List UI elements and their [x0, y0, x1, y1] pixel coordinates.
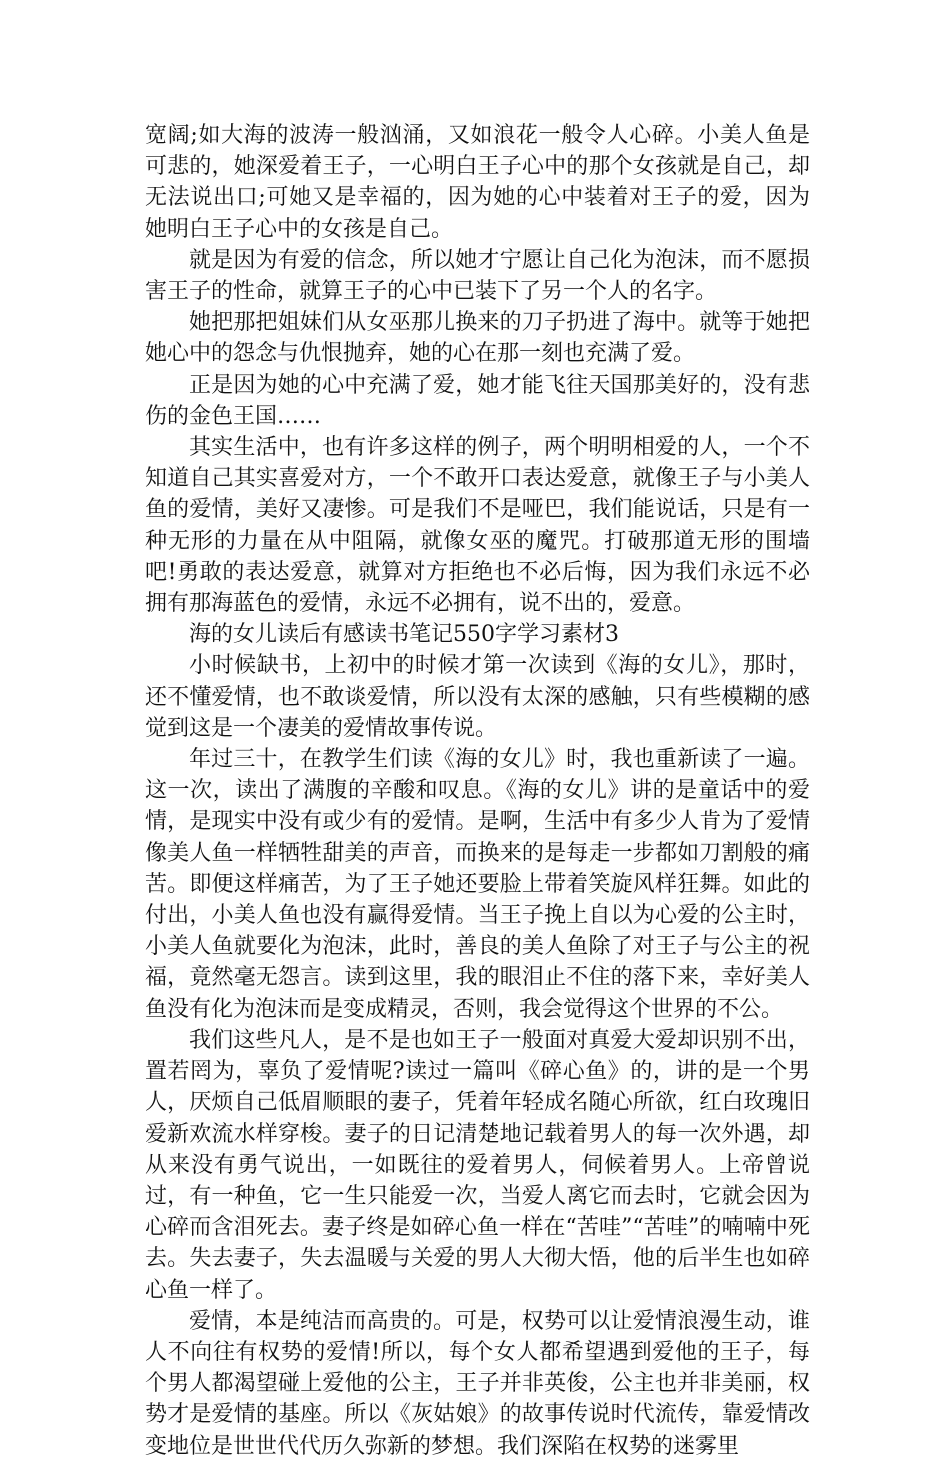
paragraph: 我们这些凡人，是不是也如王子一般面对真爱大爱却识别不出，置若罔为，辜负了爱情呢?读过一篇叫《碎心鱼》的，讲的是一个男人，厌烦自己低眉顺眼的妻子，凭着年轻成名随心所欲，红白玫瑰旧爱新欢流水样穿梭。妻子的日记清楚地记载着男人的每一次外遇，却从来没有勇气说出，一如既往的爱着男人，伺候着男人。上帝曾说过，有一种鱼，它一生只能爱一次，当爱人离它而去时，它就会因为心碎而含泪死去。妻子终是如碎心鱼一样在“苦哇”“苦哇”的喃喃中死去。失去妻子，失去温暖与关爱的男人大彻大悟，他的后半生也如碎心鱼一样了。	[145, 1027, 810, 1303]
paragraph: 她把那把姐妹们从女巫那儿换来的刀子扔进了海中。就等于她把她心中的怨念与仇恨抛弃，她的心在那一刻也充满了爱。	[145, 310, 810, 367]
paragraph: 爱情，本是纯洁而高贵的。可是，权势可以让爱情浪漫生动，谁人不向往有权势的爱情!所以，每个女人都希望遇到爱他的王子，每个男人都渴望碰上爱他的公主，王子并非英俊，公主也并非美丽，权势才是爱情的基座。所以《灰姑娘》的故事传说时代流传，靠爱情改变地位是世世代代历久弥新的梦想。我们深陷在权势的迷雾里	[145, 1308, 810, 1459]
paragraph: 其实生活中，也有许多这样的例子，两个明明相爱的人，一个不知道自己其实喜爱对方，一个不敢开口表达爱意，就像王子与小美人鱼的爱情，美好又凄惨。可是我们不是哑巴，我们能说话，只是有一种无形的力量在从中阻隔，就像女巫的魔咒。打破那道无形的围墙吧!勇敢的表达爱意，就算对方拒绝也不必后悔，因为我们永远不必拥有那海蓝色的爱情，永远不必拥有，说不出的，爱意。	[145, 435, 810, 617]
paragraph: 年过三十，在教学生们读《海的女儿》时，我也重新读了一遍。这一次，读出了满腹的辛酸和叹息。《海的女儿》讲的是童话中的爱情，是现实中没有或少有的爱情。是啊，生活中有多少人肯为了爱情像美人鱼一样牺牲甜美的声音，而换来的是每走一步都如刀割般的痛苦。即便这样痛苦，为了王子她还要脸上带着笑旋风样狂舞。如此的付出，小美人鱼也没有赢得爱情。当王子挽上自以为心爱的公主时，小美人鱼就要化为泡沫，此时，善良的美人鱼除了对王子与公主的祝福，竟然毫无怨言。读到这里，我的眼泪止不住的落下来，幸好美人鱼没有化为泡沫而是变成精灵，否则，我会觉得这个世界的不公。	[145, 747, 810, 1022]
paragraph: 就是因为有爱的信念，所以她才宁愿让自己化为泡沫，而不愿损害王子的性命，就算王子的心中已装下了另一个人的名字。	[145, 247, 810, 305]
article-body	[145, 120, 810, 1462]
paragraph: 小时候缺书，上初中的时候才第一次读到《海的女儿》，那时，还不懂爱情，也不敢谈爱情，所以没有太深的感触，只有些模糊的感觉到这是一个凄美的爱情故事传说。	[145, 653, 810, 741]
paragraph-continued: 宽阔;如大海的波涛一般汹涌，又如浪花一般令人心碎。小美人鱼是可悲的，她深爱着王子，一心明白王子心中的那个女孩就是自己，却无法说出口;可她又是幸福的，因为她的心中装着对王子的爱，因为她明白王子心中的女孩是自己。	[145, 123, 810, 242]
paragraph: 正是因为她的心中充满了爱，她才能飞往天国那美好的，没有悲伤的金色王国……	[145, 372, 810, 429]
section-heading: 海的女儿读后有感读书笔记550字学习素材3	[189, 622, 619, 648]
